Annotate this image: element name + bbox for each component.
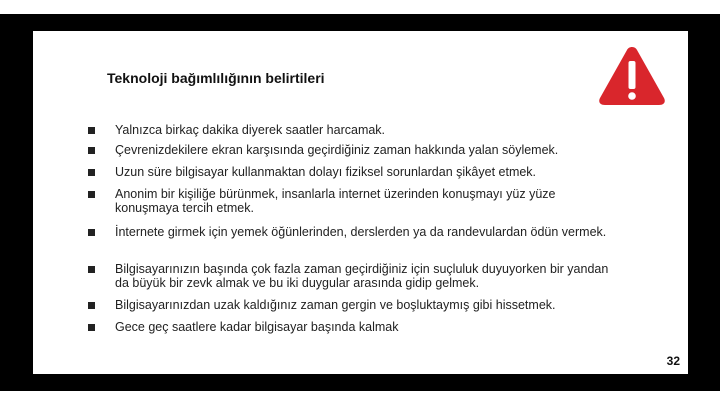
slide: Teknoloji bağımlılığının belirtileri Yalnızca birkaç dakika diyerek saatler harcamak. Çevrenizdekilere ekran karşısında geçirdiğiniz zaman hakkında yalan söylemek. Uzun süre bilgisayar kullanmaktan dolayı fiziksel sorunlardan şikâyet etmek. Anonim bir kişiliğe bürünmek, insanlarla internet üzerinden konuşmayı yüz yüze konuşmaya tercih etmek. İnternete girmek için yemek öğünlerinden, derslerden ya da randevulardan ödün vermek. Bilgisayarınızın başında çok fazla zaman geçirdiğiniz için suçluluk duyuyorken bir yandan da büyük bir zevk almak ve bu iki duygular arasında gidip gelmek. Bilgisayarınızdan uzak kaldığınız zaman gergin ve boşluktaymış gibi hissetmek. Gece geç saatlere kadar bilgisayar başında kalmak 32 [0, 0, 720, 405]
bullet-marker [88, 191, 95, 198]
bullet-marker [88, 147, 95, 154]
bullet-marker [88, 302, 95, 309]
page-number: 32 [666, 354, 680, 368]
bullet-marker [88, 229, 95, 236]
right-border [688, 14, 720, 391]
bullet-marker [88, 169, 95, 176]
warning-triangle-icon [597, 44, 667, 108]
bullet-marker [88, 324, 95, 331]
top-border [0, 14, 720, 31]
slide-title: Teknoloji bağımlılığının belirtileri [107, 70, 325, 86]
left-border [0, 14, 33, 391]
bottom-border [0, 374, 720, 391]
bullet-marker [88, 127, 95, 134]
bullet-marker [88, 266, 95, 273]
